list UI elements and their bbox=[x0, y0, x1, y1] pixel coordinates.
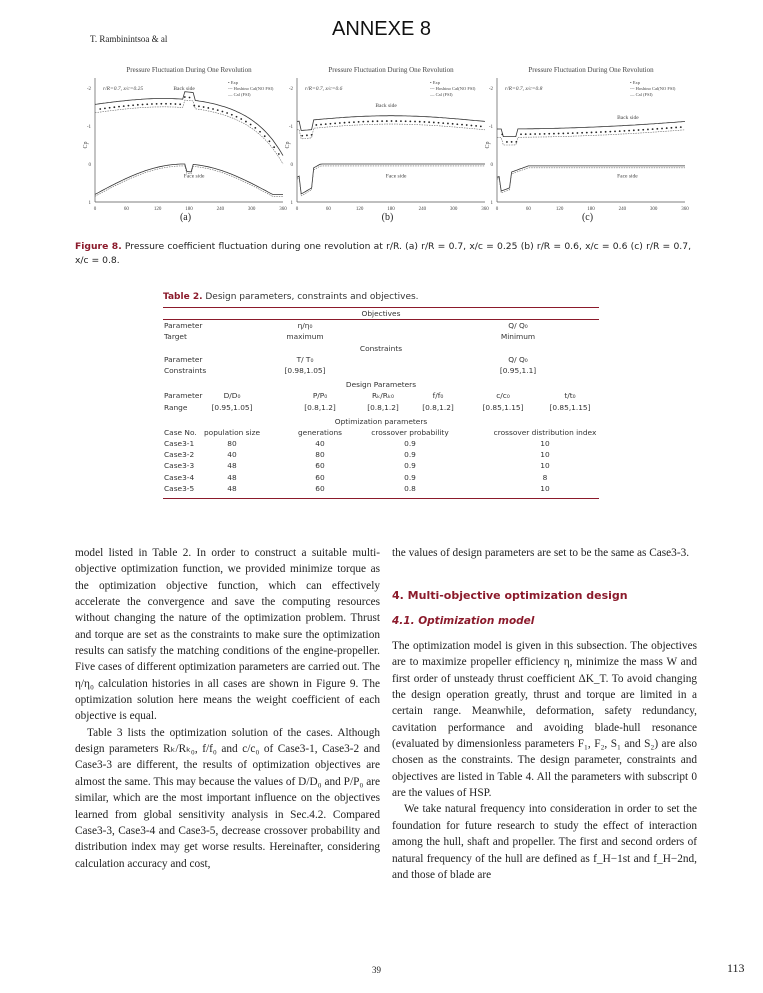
exp-point bbox=[325, 123, 327, 125]
cell: 10 bbox=[540, 461, 550, 471]
exp-point bbox=[605, 131, 607, 133]
exp-point bbox=[466, 124, 468, 126]
y-axis-label: Cp bbox=[83, 141, 89, 149]
x-tick-label: 360 bbox=[481, 207, 489, 212]
y-tick-label: 0 bbox=[88, 163, 91, 168]
exp-point bbox=[638, 129, 640, 131]
exp-point bbox=[236, 116, 238, 118]
exp-point bbox=[647, 129, 649, 131]
back-side-label: Back side bbox=[617, 114, 639, 121]
exp-point bbox=[628, 130, 630, 132]
annexe-title: ANNEXE 8 bbox=[332, 18, 431, 40]
series-hoshino-back bbox=[95, 100, 283, 164]
cell: 40 bbox=[315, 439, 325, 449]
exp-point bbox=[273, 146, 275, 148]
cell: 0.9 bbox=[404, 450, 416, 460]
section-design-parameters: Design Parameters bbox=[345, 380, 417, 390]
exp-point bbox=[372, 120, 374, 122]
x-tick-label: 0 bbox=[295, 207, 299, 212]
cell: Target bbox=[164, 332, 187, 342]
legend-entry: --- Hoshino Cal(NO FSI) bbox=[228, 86, 274, 91]
table-rule bbox=[163, 498, 599, 499]
exp-point bbox=[146, 103, 148, 105]
cell: Q/ Q₀ bbox=[508, 321, 528, 331]
exp-point bbox=[189, 97, 191, 99]
exp-point bbox=[113, 106, 115, 108]
cell: f/f₀ bbox=[432, 391, 444, 401]
cell: T/ T₀ bbox=[296, 354, 314, 364]
figure-label: (c) bbox=[581, 212, 594, 223]
exp-point bbox=[207, 107, 209, 109]
y-tick-label: 1 bbox=[490, 201, 493, 206]
cell: η/η₀ bbox=[297, 321, 313, 331]
y-tick-label: -2 bbox=[86, 87, 91, 92]
legend-entry: — Cal (FSI) bbox=[430, 92, 453, 97]
y-tick-label: 0 bbox=[490, 163, 493, 168]
exp-point bbox=[99, 108, 101, 110]
y-tick-label: -2 bbox=[488, 87, 493, 92]
exp-point bbox=[562, 133, 564, 135]
back-side-label: Back side bbox=[173, 85, 195, 92]
exp-point bbox=[386, 120, 388, 122]
exp-point bbox=[203, 106, 205, 108]
exp-point bbox=[226, 112, 228, 114]
cell: 0.8 bbox=[404, 483, 416, 493]
cell: [0.8,1.2] bbox=[304, 402, 336, 412]
pressure-plot bbox=[83, 62, 288, 212]
x-tick-label: 300 bbox=[247, 207, 256, 212]
exp-point bbox=[170, 103, 172, 105]
face-side-label: Face side bbox=[385, 173, 407, 180]
exp-point bbox=[278, 153, 280, 155]
exp-point bbox=[586, 132, 588, 134]
exp-point bbox=[301, 135, 303, 137]
exp-point bbox=[666, 127, 668, 129]
table-row bbox=[163, 354, 599, 365]
series-hoshino-face bbox=[497, 168, 685, 193]
exp-point bbox=[381, 120, 383, 122]
legend-entry: --- Hoshino Cal(NO FSI) bbox=[630, 86, 676, 91]
table-row bbox=[163, 390, 599, 401]
plot-title: Pressure Fluctuation During One Revolution bbox=[126, 66, 252, 74]
exp-point bbox=[475, 125, 477, 127]
legend-entry: — Cal (FSI) bbox=[630, 92, 653, 97]
exp-point bbox=[553, 133, 555, 135]
exp-point bbox=[184, 96, 186, 98]
exp-point bbox=[661, 128, 663, 130]
y-tick-label: -1 bbox=[488, 125, 493, 130]
exp-point bbox=[642, 129, 644, 131]
exp-point bbox=[254, 127, 256, 129]
cell: Range bbox=[164, 402, 188, 412]
cell: 0.9 bbox=[404, 472, 416, 482]
plot-title: Pressure Fluctuation During One Revolution bbox=[328, 66, 454, 74]
table-row bbox=[163, 472, 599, 483]
exp-point bbox=[362, 121, 364, 123]
exp-point bbox=[395, 120, 397, 122]
x-tick-label: 60 bbox=[325, 207, 331, 212]
exp-point bbox=[480, 125, 482, 127]
paragraph: model listed in Table 2. In order to construct a suitable multi-objective optimization function, we provided minimize torque as the optimization objective function, which can effectively accelerate the convergence and save the computing resources without changing the nature of the optimization problem. Thrust and torque are set as the constraints to make sure the optimization results can satisfy the matching conditions of the engine-propeller. Five cases of different optimization parameters are carried out. The η/η₀ calculation histories in all cases are shown in Figure 9. The optimization solution here means the weight coefficient of each objective is equal. bbox=[75, 547, 380, 723]
exp-point bbox=[433, 122, 435, 124]
paragraph: Table 3 lists the optimization solution of the cases. Although design parameters Rₖ/Rₖ₀, f/f₀ and c/c₀ of Case3-1, Case3-2 and Case3-3 are different, the results of optimization objectives are almost the same. This may because the values of D/D₀ and P/P₀ are similar, which are the most important influence on the objectives learned from global sensitivity analysis in Sec.4.2. Compared Case3-3, Case3-4 and Case3-5, decrease crossover probability and distribution index may get worse results. Hereinafter, considering calculation accuracy and cost, bbox=[75, 726, 380, 870]
x-tick-label: 120 bbox=[555, 207, 564, 212]
face-side-label: Face side bbox=[183, 173, 205, 180]
exp-point bbox=[671, 127, 673, 129]
exp-point bbox=[118, 106, 120, 108]
exp-point bbox=[320, 124, 322, 126]
exp-point bbox=[581, 132, 583, 134]
exp-point bbox=[377, 120, 379, 122]
back-side-label: Back side bbox=[375, 103, 397, 110]
exp-point bbox=[409, 120, 411, 122]
cell: Q/ Q₀ bbox=[508, 354, 528, 364]
cell: c/c₀ bbox=[496, 391, 510, 401]
x-tick-label: 360 bbox=[681, 207, 689, 212]
cell: [0.95,1.05] bbox=[211, 402, 253, 412]
exp-point bbox=[123, 105, 125, 107]
x-tick-label: 120 bbox=[355, 207, 364, 212]
exp-point bbox=[137, 104, 139, 106]
table-row bbox=[163, 402, 599, 413]
exp-point bbox=[339, 122, 341, 124]
exp-point bbox=[250, 124, 252, 126]
exp-point bbox=[544, 133, 546, 135]
legend-entry: • Exp bbox=[228, 80, 238, 85]
cell: 10 bbox=[540, 483, 550, 493]
exp-point bbox=[269, 140, 271, 142]
table-row bbox=[163, 365, 599, 376]
exp-point bbox=[506, 141, 508, 143]
series-hoshino-back bbox=[297, 124, 485, 139]
series-cal-fsi-back bbox=[95, 92, 283, 156]
exp-point bbox=[109, 107, 111, 109]
left-column bbox=[75, 545, 380, 872]
cell: Case3-4 bbox=[164, 472, 195, 482]
x-tick-label: 180 bbox=[387, 207, 395, 212]
exp-point bbox=[438, 122, 440, 124]
exp-point bbox=[414, 121, 416, 123]
table-row bbox=[163, 460, 599, 471]
exp-point bbox=[539, 133, 541, 135]
exp-point bbox=[259, 131, 261, 133]
x-tick-label: 240 bbox=[216, 207, 225, 212]
exp-point bbox=[358, 121, 360, 123]
paragraph: The optimization model is given in this subsection. The objectives are to maximize propeller efficiency η, minimize the mass W and first order of unsteady thrust coefficient ΔK_T. To avoid changing the design operation greatly, thrust and torque are limited in a certain range. Meanwhile, deformation, safety redundancy, cavitation performance and avoiding blade-hull resonance (evaluated by dimensionless parameters F₁, F₂, S₁ and S₂) are also chosen as the constraints. The design parameter, constraints and objectives are listed in Table 4. All the parameters with subscript 0 are the values of HSP. bbox=[392, 640, 697, 800]
exp-point bbox=[572, 132, 574, 134]
exp-point bbox=[656, 128, 658, 130]
x-tick-label: 60 bbox=[123, 207, 129, 212]
exp-point bbox=[680, 126, 682, 128]
exp-point bbox=[334, 122, 336, 124]
section-heading: 4. Multi-objective optimization design bbox=[392, 589, 628, 603]
exp-point bbox=[633, 129, 635, 131]
cell: crossover distribution index bbox=[493, 427, 597, 437]
cell: 60 bbox=[315, 483, 325, 493]
exp-point bbox=[428, 121, 430, 123]
exp-point bbox=[264, 135, 266, 137]
pressure-plot bbox=[485, 62, 690, 212]
cell: Case3-2 bbox=[164, 450, 195, 460]
table-row bbox=[163, 438, 599, 449]
cell: 10 bbox=[540, 439, 550, 449]
cell: Rₖ/Rₖ₀ bbox=[371, 391, 395, 401]
cell: Parameter bbox=[164, 391, 203, 401]
cell: 40 bbox=[227, 450, 237, 460]
caption-text: Pressure coefficient fluctuation during one revolution at r/R. (a) r/R = 0.7, x/c = 0.25 (b) r/R = 0.6, x/c = 0.6 (c) r/R = 0.7, x/c = 0.8. bbox=[75, 241, 691, 266]
plot-condition: r/R=0.7, x/c=0.8 bbox=[505, 86, 543, 92]
exp-point bbox=[619, 130, 621, 132]
cell: 48 bbox=[227, 483, 237, 493]
section-constraints: Constraints bbox=[359, 343, 403, 353]
exp-point bbox=[142, 104, 144, 106]
cell: 60 bbox=[315, 461, 325, 471]
exp-point bbox=[245, 121, 247, 123]
exp-point bbox=[652, 128, 654, 130]
table-row bbox=[163, 320, 599, 331]
exp-point bbox=[348, 121, 350, 123]
series-hoshino-face bbox=[297, 166, 485, 196]
cell: 8 bbox=[542, 472, 548, 482]
face-side-label: Face side bbox=[617, 173, 638, 180]
exp-point bbox=[175, 103, 177, 105]
exp-point bbox=[614, 130, 616, 132]
exp-point bbox=[456, 123, 458, 125]
exp-point bbox=[511, 141, 513, 143]
legend-entry: — Cal (FSI) bbox=[228, 92, 251, 97]
exp-point bbox=[400, 120, 402, 122]
exp-point bbox=[520, 133, 522, 135]
y-tick-label: -2 bbox=[288, 87, 293, 92]
exp-point bbox=[217, 109, 219, 111]
y-tick-label: 1 bbox=[88, 201, 91, 206]
exp-point bbox=[222, 111, 224, 113]
table-2 bbox=[163, 292, 599, 499]
legend-entry: • Exp bbox=[630, 80, 640, 85]
x-tick-label: 300 bbox=[649, 207, 658, 212]
figure-8c bbox=[485, 62, 690, 237]
exp-point bbox=[151, 103, 153, 105]
x-tick-label: 0 bbox=[495, 207, 499, 212]
x-tick-label: 240 bbox=[418, 207, 427, 212]
table-label: Table 2. bbox=[163, 292, 203, 302]
exp-point bbox=[577, 132, 579, 134]
cell: population size bbox=[203, 427, 261, 437]
cell: [0.8,1.2] bbox=[422, 402, 454, 412]
exp-point bbox=[419, 121, 421, 123]
figure-8a bbox=[83, 62, 288, 237]
y-axis-label: Cp bbox=[285, 141, 291, 149]
cell: D/D₀ bbox=[223, 391, 241, 401]
exp-point bbox=[525, 133, 527, 135]
cell: [0.98,1.05] bbox=[284, 365, 326, 375]
figure-label: (a) bbox=[179, 212, 192, 223]
section-objectives: Objectives bbox=[361, 309, 401, 318]
exp-point bbox=[240, 118, 242, 120]
series-hoshino-face bbox=[95, 166, 283, 196]
exp-point bbox=[595, 131, 597, 133]
exp-point bbox=[391, 120, 393, 122]
exp-point bbox=[567, 132, 569, 134]
paragraph: the values of design parameters are set to be the same as Case3-3. bbox=[392, 547, 690, 559]
exp-point bbox=[609, 131, 611, 133]
cell: maximum bbox=[286, 332, 324, 342]
table-title bbox=[163, 292, 599, 302]
exp-point bbox=[212, 108, 214, 110]
series-cal-fsi-face bbox=[497, 166, 685, 191]
cell: 10 bbox=[540, 450, 550, 460]
x-tick-label: 180 bbox=[587, 207, 595, 212]
exp-point bbox=[165, 103, 167, 105]
figure-8b bbox=[285, 62, 490, 237]
exp-point bbox=[156, 103, 158, 105]
exp-point bbox=[591, 132, 593, 134]
exp-point bbox=[160, 103, 162, 105]
section-optimization-parameters: Optimization parameters bbox=[334, 416, 428, 426]
exp-point bbox=[447, 123, 449, 125]
x-tick-label: 60 bbox=[525, 207, 531, 212]
exp-point bbox=[179, 103, 181, 105]
exp-point bbox=[424, 121, 426, 123]
exp-point bbox=[128, 105, 130, 107]
x-tick-label: 240 bbox=[618, 207, 627, 212]
cell: Parameter bbox=[164, 354, 203, 364]
exp-point bbox=[558, 133, 560, 135]
exp-point bbox=[515, 141, 517, 143]
right-column bbox=[392, 545, 697, 883]
figure-label: (b) bbox=[381, 212, 394, 223]
figure-caption bbox=[75, 240, 691, 268]
legend-entry: --- Hoshino Cal(NO FSI) bbox=[430, 86, 476, 91]
exp-point bbox=[452, 123, 454, 125]
cell: 60 bbox=[315, 472, 325, 482]
exp-point bbox=[600, 131, 602, 133]
page-number-right: 113 bbox=[727, 961, 745, 975]
cell: 80 bbox=[227, 439, 237, 449]
exp-point bbox=[442, 122, 444, 124]
series-cal-fsi-back bbox=[297, 116, 485, 131]
running-header-author: T. Rambinintsoa & al bbox=[90, 34, 168, 44]
table-title-text: Design parameters, constraints and objectives. bbox=[202, 292, 419, 302]
cell: Case3-3 bbox=[164, 461, 195, 471]
cell: [0.85,1.15] bbox=[549, 402, 591, 412]
table-row bbox=[163, 483, 599, 494]
cell: 48 bbox=[227, 472, 237, 482]
cell: 80 bbox=[315, 450, 325, 460]
exp-point bbox=[104, 107, 106, 109]
exp-point bbox=[330, 123, 332, 125]
cell: Constraints bbox=[164, 365, 207, 375]
cell: 48 bbox=[227, 461, 237, 471]
plot-title: Pressure Fluctuation During One Revolution bbox=[528, 66, 654, 74]
cell: Case3-1 bbox=[164, 439, 195, 449]
x-tick-label: 120 bbox=[153, 207, 162, 212]
exp-point bbox=[367, 121, 369, 123]
x-tick-label: 300 bbox=[449, 207, 458, 212]
exp-point bbox=[548, 133, 550, 135]
subsection-heading: 4.1. Optimization model bbox=[392, 614, 535, 627]
cell: Case3-5 bbox=[164, 483, 195, 493]
exp-point bbox=[471, 125, 473, 127]
exp-point bbox=[353, 121, 355, 123]
exp-point bbox=[306, 134, 308, 136]
cell: Minimum bbox=[500, 332, 536, 342]
x-tick-label: 360 bbox=[279, 207, 287, 212]
plot-condition: r/R=0.7, x/c=0.25 bbox=[103, 86, 144, 92]
cell: Parameter bbox=[164, 321, 203, 331]
page-number: 39 bbox=[372, 965, 381, 975]
plot-condition: r/R=0.7, x/c=0.6 bbox=[305, 86, 343, 92]
cell: P/P₀ bbox=[312, 391, 328, 401]
paragraph: We take natural frequency into consideration in order to set the foundation for future research to study the effect of interaction among the hull, shaft and propeller. The first and second orders of natural frequency of the hull are defined as f_H−1st and f_H−2nd, and those of blade are bbox=[392, 803, 697, 881]
exp-point bbox=[315, 124, 317, 126]
exp-point bbox=[624, 130, 626, 132]
exp-point bbox=[193, 105, 195, 107]
exp-point bbox=[311, 134, 313, 136]
legend-entry: • Exp bbox=[430, 80, 440, 85]
cell: Case No. bbox=[164, 427, 197, 437]
pressure-plot bbox=[285, 62, 490, 212]
table-row bbox=[163, 331, 599, 342]
y-tick-label: 1 bbox=[290, 201, 293, 206]
cell: t/t₀ bbox=[564, 391, 576, 401]
exp-point bbox=[344, 122, 346, 124]
exp-point bbox=[534, 133, 536, 135]
exp-point bbox=[501, 133, 503, 135]
cell: [0.95,1.1] bbox=[499, 365, 537, 375]
exp-point bbox=[675, 127, 677, 129]
table-header-row bbox=[163, 427, 599, 438]
x-tick-label: 0 bbox=[93, 207, 97, 212]
exp-point bbox=[530, 133, 532, 135]
caption-label: Figure 8. bbox=[75, 241, 122, 252]
cell: [0.8,1.2] bbox=[367, 402, 399, 412]
y-tick-label: -1 bbox=[86, 125, 91, 130]
cell: crossover probability bbox=[371, 427, 449, 437]
y-tick-label: 0 bbox=[290, 163, 293, 168]
exp-point bbox=[231, 114, 233, 116]
y-tick-label: -1 bbox=[288, 125, 293, 130]
y-axis-label: Cp bbox=[485, 141, 491, 149]
cell: 0.9 bbox=[404, 439, 416, 449]
exp-point bbox=[461, 124, 463, 126]
cell: 0.9 bbox=[404, 461, 416, 471]
x-tick-label: 180 bbox=[185, 207, 193, 212]
cell: generations bbox=[297, 427, 343, 437]
exp-point bbox=[198, 105, 200, 107]
table-row bbox=[163, 449, 599, 460]
cell: [0.85,1.15] bbox=[482, 402, 524, 412]
exp-point bbox=[132, 104, 134, 106]
exp-point bbox=[405, 120, 407, 122]
